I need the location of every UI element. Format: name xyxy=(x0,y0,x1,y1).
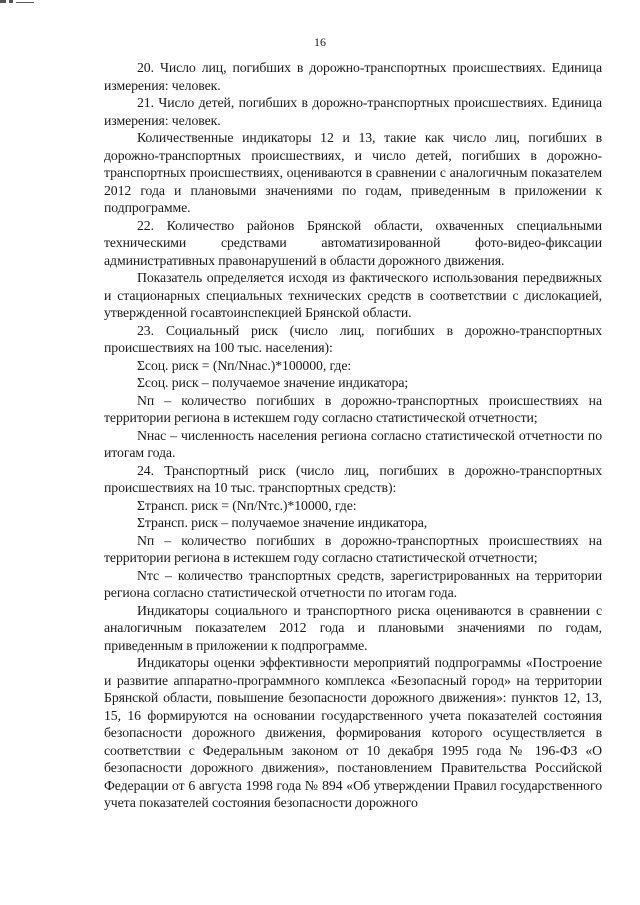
formula-nts-definition: Nтс – количество транспортных средств, зарегистрированных на территории региона согласно статистической отчетности по итогам года. xyxy=(104,567,602,600)
paragraph-indicator-20: 20. Число лиц, погибших в дорожно-транспортных происшествиях. Единица измерения: человек. xyxy=(104,60,602,93)
formula-np-definition: Nп – количество погибших в дорожно-транспортных происшествиях на территории региона в истекшем году согласно статистической отчетности; xyxy=(104,392,602,425)
scan-artifact xyxy=(0,0,40,8)
paragraph-indicator-23: 23. Социальный риск (число лиц, погибших в дорожно-транспортных происшествиях на 100 тыс. населения): xyxy=(104,322,602,355)
paragraph-indicator-24: 24. Транспортный риск (число лиц, погибших в дорожно-транспортных происшествиях на 10 тыс. транспортных средств): xyxy=(104,462,602,495)
paragraph-evaluation-indicators: Индикаторы оценки эффективности мероприятий подпрограммы «Построение и развитие аппаратно-программного комплекса «Безопасный город» на территории Брянской области, повышение безопасности дорожного движения»: пунктов 12, 13, 15, 16 формируются на основании государственного учета показателей состояния безопасности дорожного движения, формирования которого осуществляется в соответствии с Федеральным законом от 10 декабря 1995 года № 196-ФЗ «О безопасности дорожного движения», постановлением Правительства Российской Федерации от 6 августа 1998 года № 894 «Об утверждении Правил государственного учета показателей состояния безопасности дорожного xyxy=(104,655,602,810)
formula-social-risk-term: Σсоц. риск – получаемое значение индикатора; xyxy=(137,375,409,390)
formula-social-risk: Σсоц. риск = (Nп/Nнас.)*100000, где: xyxy=(137,357,352,373)
paragraph-indicator-22: 22. Количество районов Брянской области, охваченных специальными техническими средствами автоматизированной фото-видео-фиксации административных правонарушений в области дорожного движения. xyxy=(104,217,602,268)
formula-transport-risk: Σтрансп. риск = (Nп/Nтс.)*10000, где: xyxy=(137,497,357,513)
formula-nnas-definition: Nнас – численность населения региона согласно статистической отчетности по итогам года. xyxy=(104,427,602,460)
paragraph-indicator-21: 21. Число детей, погибших в дорожно-транспортных происшествиях. Единица измерения: человек. xyxy=(104,95,602,128)
document-body xyxy=(104,59,602,812)
formula-np-definition-2: Nп – количество погибших в дорожно-транспортных происшествиях на территории региона в истекшем году согласно статистической отчетности; xyxy=(104,532,602,565)
paragraph-indicators-12-13: Количественные индикаторы 12 и 13, такие как число лиц, погибших в дорожно-транспортных происшествиях, и число детей, погибших в дорожно-транспортных происшествиях, оцениваются в сравнении с аналогичным показателем 2012 года и плановыми значениями по годам, приведенным в приложении к подпрограмме. xyxy=(104,130,602,215)
paragraph-indicator-22-method: Показатель определяется исходя из фактического использования передвижных и стационарных специальных технических средств в соответствии с дислокацией, утвержденной госавтоинспекцией Брянской области. xyxy=(104,270,602,320)
formula-transport-risk-term: Σтрансп. риск – получаемое значение индикатора, xyxy=(137,515,428,530)
page-number: 16 xyxy=(314,35,326,49)
paragraph-risk-indicators: Индикаторы социального и транспортного риска оцениваются в сравнении с аналогичным показателем 2012 года и плановыми значениями по годам, приведенным в приложении к подпрограмме. xyxy=(104,602,602,653)
